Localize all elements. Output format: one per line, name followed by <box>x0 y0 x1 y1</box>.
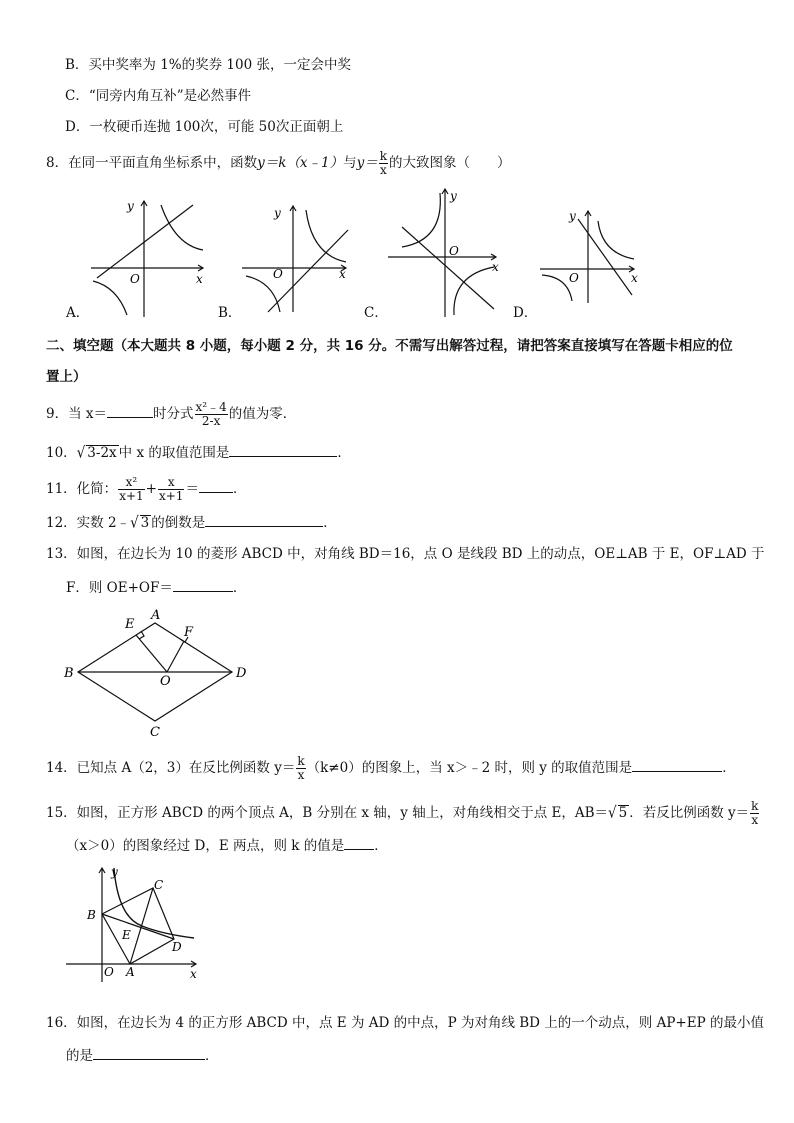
q8b-x-label: x <box>339 267 346 281</box>
q9 <box>46 401 296 428</box>
q8-stem <box>46 150 511 177</box>
q15-radical-sign: √ <box>608 803 617 823</box>
q14-post: （k≠0）的图象上，当 x＞﹣2 时，则 y 的取值范围是 <box>306 760 633 776</box>
q8a-origin: O <box>130 272 140 286</box>
q16-line2-end: ． <box>205 1048 219 1064</box>
q16-line2-pre: 的是 <box>66 1048 93 1064</box>
q7-option-b: B．买中奖率为 1%的奖券 100 张，一定会中奖 <box>65 57 351 73</box>
section2-heading-line1: 二、填空题（本大题共 8 小题，每小题 2 分，共 16 分。不需写出解答过程，请把答案直接填写在答题卡相应的位 <box>46 338 733 354</box>
q15-line2 <box>66 835 388 855</box>
q13-line2-end: ． <box>232 580 247 596</box>
q12-answer-blank[interactable] <box>205 512 323 527</box>
q8-frac-num: k <box>379 149 388 163</box>
q9-mid: 时分式 <box>153 406 194 422</box>
q12-post: 的倒数是 <box>151 515 206 531</box>
q7-option-d: D．一枚硬币连抛 100次，可能 50次正面朝上 <box>65 119 344 135</box>
q14-end: ． <box>722 760 736 776</box>
q15-answer-blank[interactable] <box>344 835 374 850</box>
q15-label-e: E <box>122 928 131 942</box>
q8-fraction <box>379 150 388 177</box>
q15-line1-post: ．若反比例函数 y＝ <box>629 805 750 821</box>
q13-line2 <box>66 577 246 597</box>
q15-line2-end: ． <box>374 838 388 854</box>
q14-fraction <box>296 755 305 782</box>
q15-square-figure <box>62 862 207 987</box>
q9-answer-blank[interactable] <box>107 403 153 418</box>
q8b-y-label: y <box>274 206 281 220</box>
q13-label-a: A <box>151 608 161 623</box>
q11-fraction-1 <box>118 476 144 503</box>
q12-pre: 12．实数 2﹣ <box>46 515 131 531</box>
q8d-y-label: y <box>569 209 576 223</box>
q8b-origin: O <box>273 267 283 281</box>
q13-label-o: O <box>160 674 171 689</box>
q12 <box>46 512 337 532</box>
q14-answer-blank[interactable] <box>632 757 722 772</box>
q15-fraction <box>750 800 759 827</box>
q10-end: ． <box>337 445 351 461</box>
q8-graph-c <box>386 185 506 320</box>
q8-graph-a <box>85 195 215 320</box>
q8-frac-den: x <box>380 163 387 177</box>
q8d-x-label: x <box>631 271 638 285</box>
q15-radicand: 5 <box>618 805 628 821</box>
q9-frac-den: 2-x <box>201 414 221 428</box>
q11-f2-num: x <box>158 476 184 490</box>
q14-frac-den: x <box>297 768 305 782</box>
q8-label-a: A． <box>66 305 90 321</box>
q13-label-f: F <box>184 625 194 640</box>
q8d-origin: O <box>569 271 579 285</box>
q15-axis-y: y <box>111 865 118 879</box>
q8-label-b: B． <box>218 305 242 321</box>
q8-label-d: D． <box>513 305 538 321</box>
q15-label-b: B <box>87 908 96 922</box>
q10-radical-sign: √ <box>76 443 86 463</box>
q13-label-e: E <box>125 617 135 632</box>
q11-eq: ＝ <box>185 481 199 497</box>
q11-fraction-2 <box>158 476 184 503</box>
q10-post: 中 x 的取值范围是 <box>118 445 230 461</box>
q12-radical-sign: √ <box>130 513 139 533</box>
q15-label-d: D <box>172 940 182 954</box>
q8-label-c: C． <box>364 305 388 321</box>
section2-heading-line2: 置上） <box>46 369 87 385</box>
q15-frac-num: k <box>751 799 759 813</box>
q10-radicand: 3-2x <box>87 445 117 461</box>
q11 <box>46 476 246 503</box>
q15-line2-pre: （x＞0）的图象经过 D，E 两点，则 k 的值是 <box>66 838 345 854</box>
q11-end: ． <box>232 481 247 497</box>
q11-f2-den: x+1 <box>158 489 184 503</box>
q16-answer-blank[interactable] <box>93 1045 205 1060</box>
q9-frac-num: x²﹣4 <box>195 400 227 414</box>
q15-axis-x: x <box>190 967 197 981</box>
q8c-y-label: y <box>450 189 457 203</box>
q15-label-c: C <box>154 878 164 892</box>
q11-f1-num: x² <box>118 476 144 490</box>
q10-answer-blank[interactable] <box>229 442 337 457</box>
q9-pre: 9．当 x＝ <box>46 406 107 422</box>
q10-num: 10． <box>46 445 77 461</box>
q8c-origin: O <box>449 244 459 258</box>
q11-answer-blank[interactable] <box>199 478 233 493</box>
q10 <box>46 442 351 462</box>
q8-graph-d <box>538 207 648 307</box>
q12-end: ． <box>323 515 337 531</box>
q14-pre: 14．已知点 A（2，3）在反比例函数 y＝ <box>46 760 296 776</box>
q12-radicand: 3 <box>140 515 150 531</box>
q13-label-d: D <box>236 666 247 681</box>
q8a-y-label: y <box>127 199 134 213</box>
q11-plus: + <box>145 481 157 497</box>
q11-pre: 11．化简： <box>46 481 118 497</box>
q8-graph-b <box>238 200 358 315</box>
q13-line2-pre: F．则 OE+OF＝ <box>66 580 173 596</box>
q15-line1 <box>46 800 760 827</box>
q16-line1: 16．如图，在边长为 4 的正方形 ABCD 中，点 E 为 AD 的中点，P 为对角线 BD 上的一个动点，则 AP+EP 的最小值 <box>46 1015 764 1031</box>
q8-post: 的大致图象（ ） <box>389 155 511 171</box>
q13-rhombus-figure <box>60 605 260 740</box>
q8-y: y＝ <box>356 155 378 171</box>
q13-label-c: C <box>150 725 160 740</box>
q15-frac-den: x <box>751 813 759 827</box>
q8-pre: 8．在同一平面直角坐标系中，函数 <box>46 155 258 171</box>
q7-option-c: C．“同旁内角互补”是必然事件 <box>65 88 252 104</box>
q16-line2 <box>66 1045 219 1065</box>
q11-f1-den: x+1 <box>119 489 144 503</box>
q9-post: 的值为零． <box>228 406 297 422</box>
q8a-x-label: x <box>196 272 203 286</box>
q15-line1-pre: 15．如图，正方形 ABCD 的两个顶点 A，B 分别在 x 轴，y 轴上，对角线相交于点 E，AB＝ <box>46 805 609 821</box>
q13-label-b: B <box>64 666 74 681</box>
q9-fraction <box>195 401 228 428</box>
q8-func1: y＝k（x﹣1） <box>257 155 344 171</box>
q8-mid: 与 <box>343 155 357 171</box>
q13-line1: 13．如图，在边长为 10 的菱形 ABCD 中，对角线 BD＝16，点 O 是线段 BD 上的动点，OE⊥AB 于 E，OF⊥AD 于 <box>46 546 765 562</box>
q13-answer-blank[interactable] <box>173 577 233 592</box>
q15-label-a: A <box>126 965 135 979</box>
q15-label-o: O <box>104 965 114 979</box>
q8c-x-label: x <box>492 260 499 274</box>
q14 <box>46 755 736 782</box>
q14-frac-num: k <box>297 754 305 768</box>
